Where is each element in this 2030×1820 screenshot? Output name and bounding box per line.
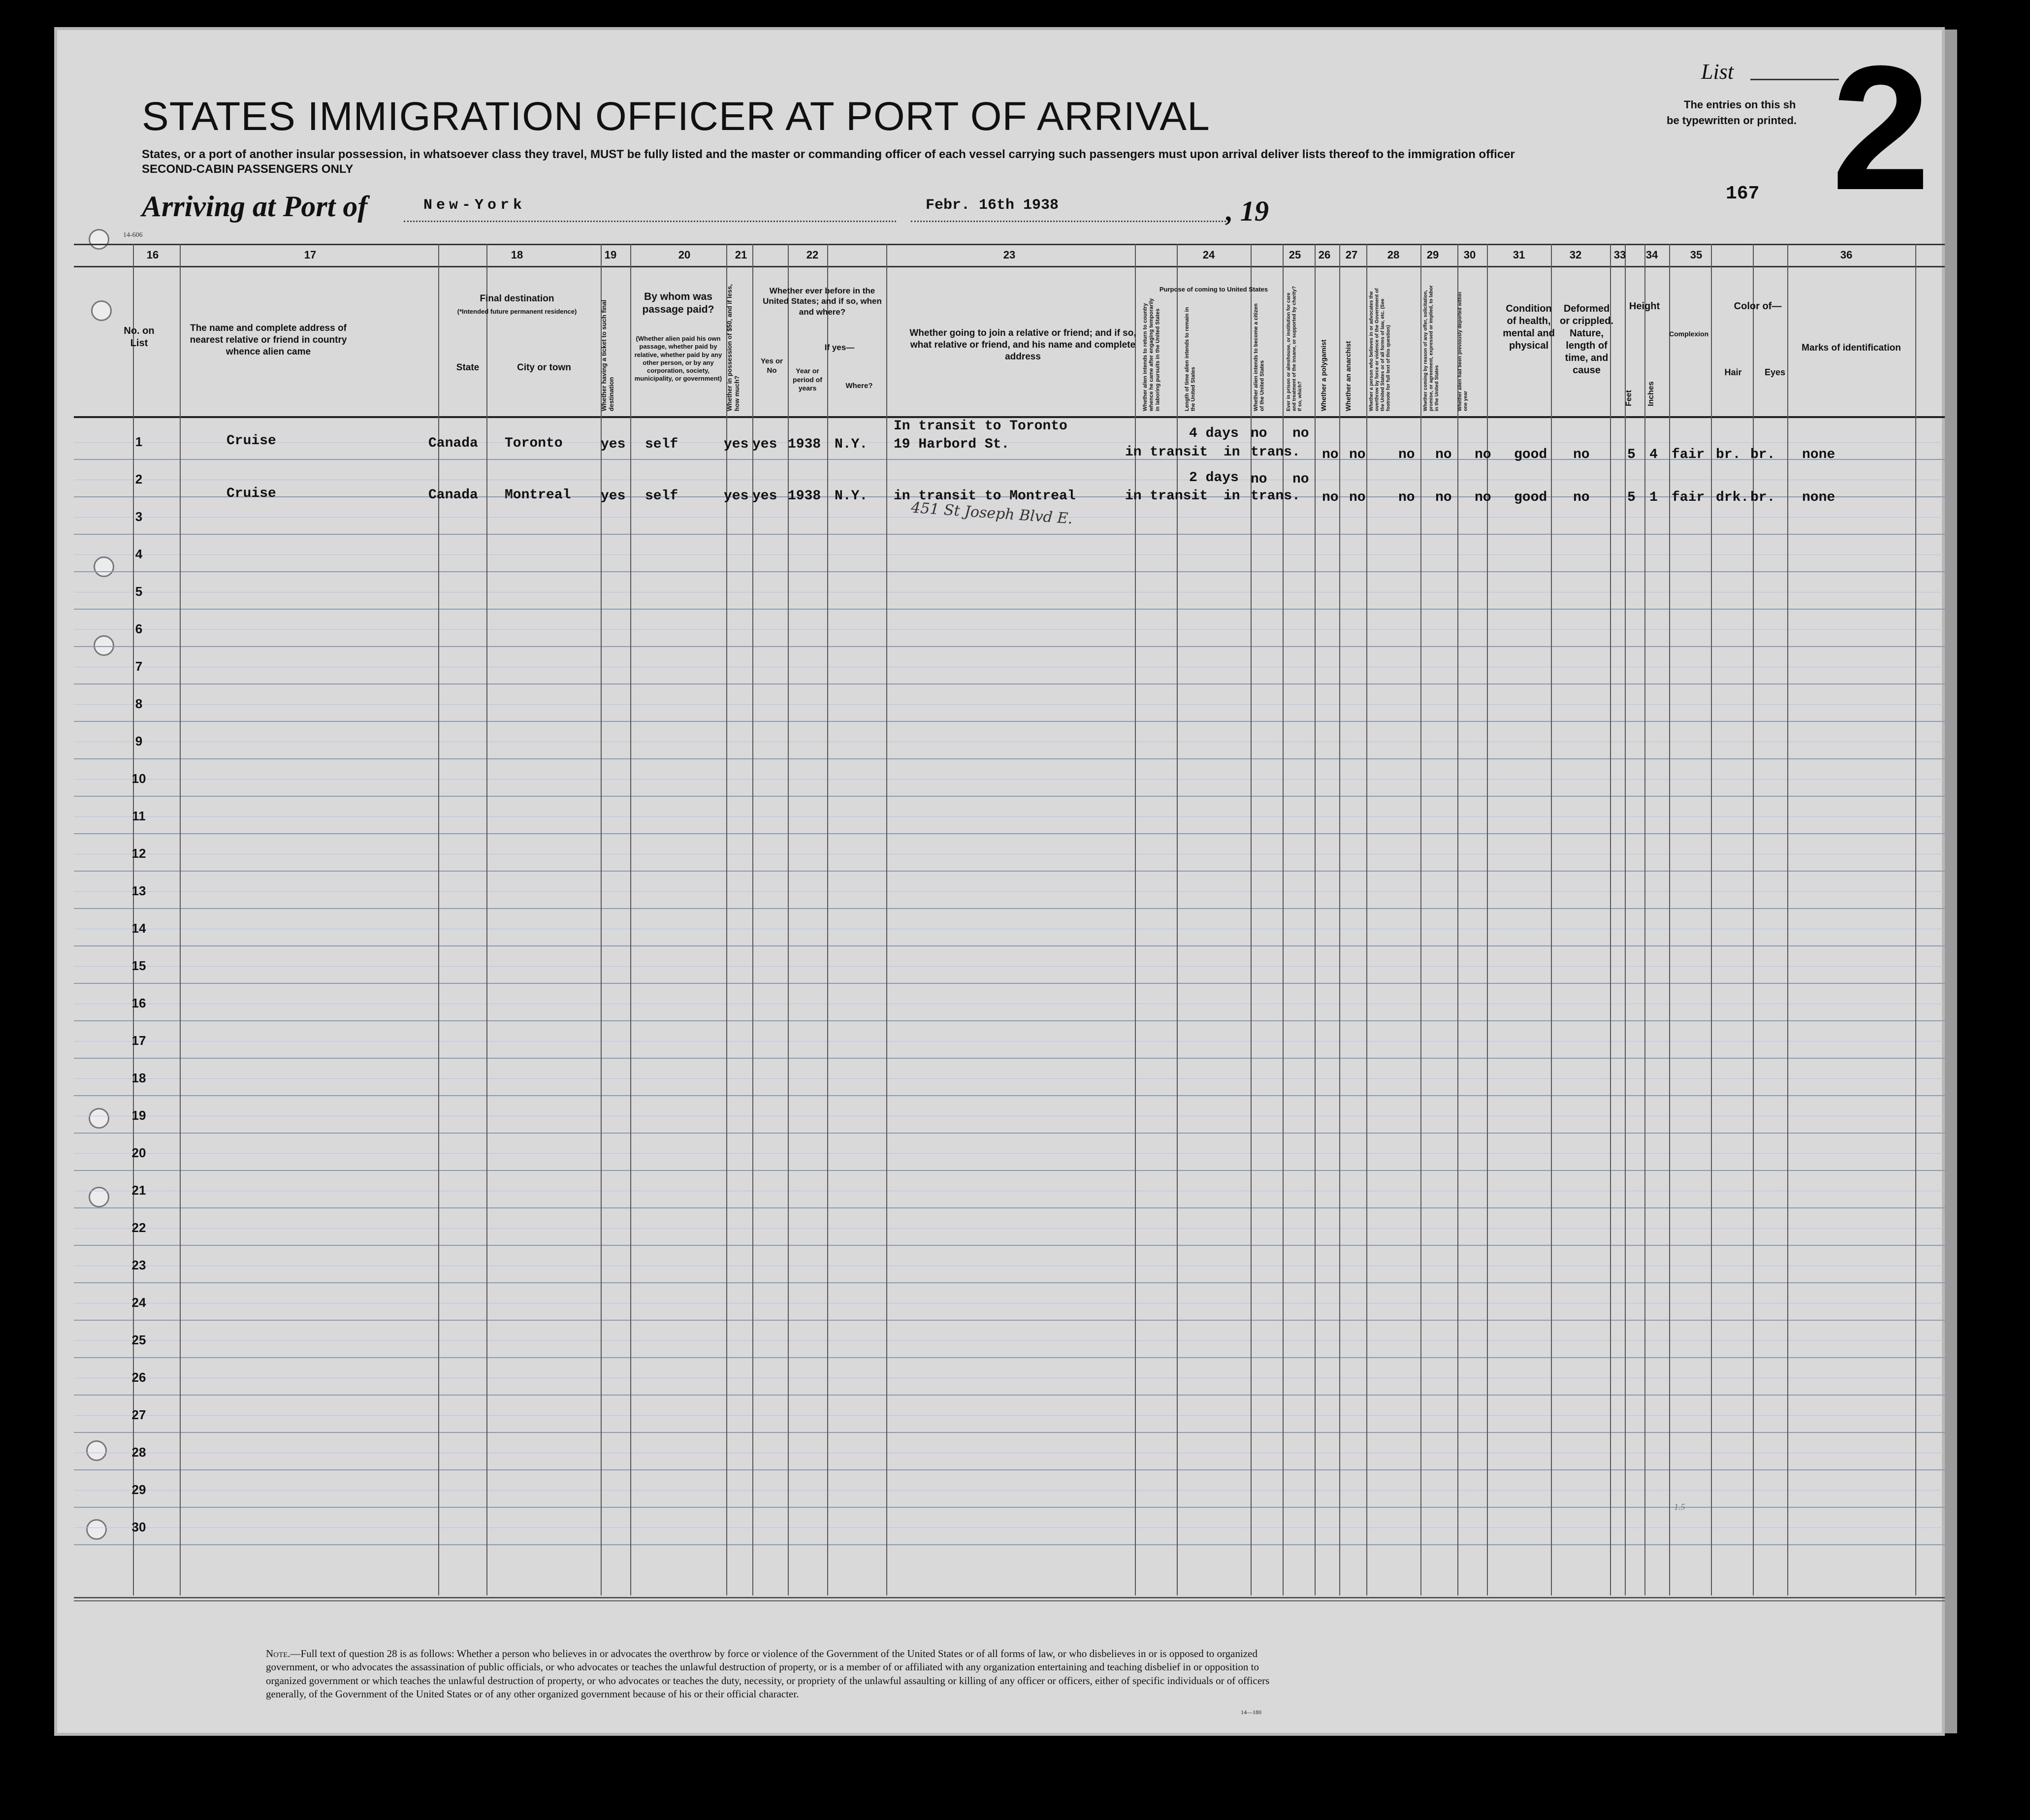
row1-polygamist: no: [1322, 447, 1339, 462]
header-feet: Feet: [1625, 390, 1633, 406]
row-number: 29: [131, 1482, 146, 1497]
header-no-on-list: No. on List: [124, 325, 155, 349]
row-rule: [74, 459, 1945, 460]
row-number: 28: [131, 1445, 146, 1460]
row-rule: [74, 1058, 1945, 1059]
row2-state: Canada: [428, 488, 478, 503]
row2-eyes: br.: [1750, 490, 1775, 505]
header-height: Height: [1629, 301, 1660, 312]
row1-deformed: no: [1573, 447, 1590, 462]
row1-purpose: in transit: [1125, 445, 1208, 460]
row2-before: yes: [752, 488, 777, 504]
row-number: 7: [135, 659, 143, 674]
colnum-18: 18: [511, 249, 523, 261]
column-rule: [1610, 244, 1611, 1595]
footnote-code: 14—180: [1241, 1709, 1261, 1716]
row-rule: [74, 945, 1945, 946]
header-paid-by: By whom was passage paid?: [642, 291, 714, 316]
row1-complexion: fair: [1672, 447, 1705, 462]
column-rule: [1669, 244, 1670, 1595]
row-rule: [74, 1395, 1945, 1396]
header-ticket: Whether having a ticket to such final destination: [600, 299, 615, 411]
colnum-34: 34: [1645, 249, 1658, 261]
row2-length-2: in: [1224, 488, 1240, 504]
column-rule: [1753, 244, 1754, 1595]
row1-overthrow: no: [1398, 447, 1415, 462]
colnum-25: 25: [1289, 249, 1301, 261]
header-destination: Final destination: [480, 293, 554, 304]
row1-ticket: yes: [601, 437, 626, 452]
column-rule: [486, 244, 487, 1595]
row2-health: good: [1514, 490, 1547, 505]
header-hair: Hair: [1724, 367, 1742, 377]
row-rule: [74, 983, 1945, 984]
row2-deformed: no: [1573, 490, 1590, 505]
row-number: 11: [132, 809, 146, 823]
header-if-yes: If yes—: [824, 343, 855, 352]
row-number: 15: [131, 958, 146, 973]
row-sub-rule: [74, 1228, 1945, 1229]
page-edge: [1945, 30, 1957, 1733]
colnum-23: 23: [1003, 249, 1016, 261]
row-sub-rule: [74, 1153, 1945, 1154]
row-sub-rule: [74, 779, 1945, 780]
header-polygamist: Whether a polygamist: [1320, 339, 1327, 411]
row1-year: 1938: [788, 437, 821, 452]
row2-deported: no: [1475, 490, 1491, 505]
footer-rule-2: [74, 1600, 1945, 1601]
row-rule: [74, 833, 1945, 834]
row2-prison: no: [1292, 472, 1309, 487]
colnum-35: 35: [1690, 249, 1703, 261]
row-sub-rule: [74, 816, 1945, 817]
column-rule: [1644, 244, 1645, 1595]
row1-prison: no: [1292, 426, 1309, 441]
row1-where: N.Y.: [835, 437, 868, 452]
header-where: Where?: [845, 382, 873, 390]
column-rule: [180, 244, 181, 1595]
row2-labor: no: [1435, 490, 1452, 505]
row-rule: [74, 721, 1945, 722]
row1-citizen-2: trans.: [1251, 445, 1300, 460]
row-number: 12: [131, 846, 146, 861]
colnum-31: 31: [1513, 249, 1525, 261]
header-overthrow: Whether a person who believes in or advocates the overthrow by force or violence of the Government of the United States or of all forms of law, etc. (See footnote for full text of this question): [1369, 288, 1391, 411]
entries-note-2: be typewritten or printed.: [1667, 114, 1797, 127]
list-underline: [1750, 79, 1839, 80]
row-number: 18: [131, 1071, 146, 1085]
row1-joining-1: In transit to Toronto: [894, 419, 1067, 434]
colnum-29: 29: [1426, 249, 1439, 261]
header-marks: Marks of identification: [1802, 343, 1901, 353]
row2-ticket: yes: [601, 488, 626, 504]
row2-marks: none: [1802, 490, 1836, 505]
row-rule: [74, 571, 1945, 572]
header-year: Year or period of years: [793, 367, 822, 392]
row-rule: [74, 758, 1945, 759]
colnum-32: 32: [1569, 249, 1582, 261]
row2-paid-by: self: [645, 488, 678, 504]
header-city: City or town: [517, 362, 571, 373]
subtitle-line1: States, or a port of another insular possession, in whatsoever class they travel, MUST be fully listed and the master or commanding officer of each vessel carrying such passengers must upon arrival deliver lists thereof to the immigration officer: [142, 148, 1515, 161]
row2-fifty: yes: [724, 488, 749, 504]
list-label: List: [1701, 60, 1734, 84]
sheet-number: 167: [1726, 183, 1760, 204]
row2-citizen: no: [1251, 472, 1267, 487]
row1-marks: none: [1802, 447, 1836, 462]
column-rule: [1339, 244, 1340, 1595]
colnum-20: 20: [678, 249, 691, 261]
colnum-24: 24: [1202, 249, 1215, 261]
header-anarchist: Whether an anarchist: [1344, 341, 1352, 411]
row-number: 6: [135, 621, 143, 636]
row-number: 22: [131, 1220, 146, 1235]
row-sub-rule: [74, 554, 1945, 555]
row2-year: 1938: [788, 488, 821, 504]
row1-health: good: [1514, 447, 1547, 462]
column-rule: [1625, 244, 1626, 1595]
row2-feet: 5: [1627, 490, 1636, 505]
header-health: Condition of health, mental and physical: [1503, 303, 1555, 351]
manifest-grid: [74, 244, 1945, 1595]
column-rule: [827, 244, 828, 1595]
row1-fifty: yes: [724, 437, 749, 452]
row-number: 19: [131, 1108, 146, 1123]
row-rule: [74, 908, 1945, 909]
footnote-label: Note.: [266, 1648, 290, 1659]
row2-handwritten-address: 451 St Joseph Blvd E.: [910, 499, 1073, 528]
row-rule: [74, 534, 1945, 535]
header-purpose-return: Whether alien intends to return to country whence he came after engaging temporarily in laboring pursuits in the United States: [1142, 298, 1161, 411]
header-deported: Whether alien had been previously deported within one year: [1457, 292, 1469, 411]
header-purpose-length: Length of time alien intends to remain in the United States: [1184, 307, 1196, 411]
column-rule: [1551, 244, 1552, 1595]
row-rule: [74, 1170, 1945, 1171]
row2-complexion: fair: [1672, 490, 1705, 505]
entries-note-1: The entries on this sh: [1684, 98, 1796, 111]
header-purpose-citizen: Whether alien intends to become a citizen of the United States: [1253, 303, 1265, 411]
row-rule: [74, 1469, 1945, 1470]
row-number: 13: [131, 883, 146, 898]
header-eyes: Eyes: [1764, 367, 1786, 377]
pencil-mark: 1.5: [1674, 1502, 1685, 1512]
row-number: 9: [135, 734, 143, 748]
header-labor: Whether coming by reason of any offer, solicitation, promise, or agreement, expressed or implied, to labor in the United States: [1423, 285, 1440, 411]
colnum-26: 26: [1318, 249, 1331, 261]
subtitle-line2: SECOND-CABIN PASSENGERS ONLY: [142, 162, 354, 176]
header-destination-note: (*Intended future permanent residence): [457, 308, 577, 315]
footer-rule: [74, 1597, 1945, 1598]
header-purpose: Purpose of coming to United States: [1159, 286, 1268, 293]
row-sub-rule: [74, 1078, 1945, 1079]
colnum-16: 16: [146, 249, 159, 261]
row2-polygamist: no: [1322, 490, 1339, 505]
column-rule: [886, 244, 887, 1595]
header-color: Color of—: [1734, 301, 1782, 312]
colnum-36: 36: [1840, 249, 1853, 261]
colnum-19: 19: [604, 249, 617, 261]
row-rule: [74, 646, 1945, 647]
row-sub-rule: [74, 1340, 1945, 1341]
row-sub-rule: [74, 629, 1945, 630]
row-number: 3: [135, 509, 143, 524]
row-number: 4: [135, 547, 143, 561]
column-rule: [1915, 244, 1916, 1595]
row-rule: [74, 1020, 1945, 1021]
row-number: 27: [131, 1407, 146, 1422]
year-prefix: , 19: [1226, 195, 1269, 227]
row-rule: [74, 609, 1945, 610]
row2-city: Montreal: [505, 488, 571, 503]
row-sub-rule: [74, 966, 1945, 967]
port-line: [404, 221, 896, 222]
row-sub-rule: [74, 1415, 1945, 1416]
row1-relative: Cruise: [226, 433, 276, 449]
header-joining: Whether going to join a relative or friend; and if so, what relative or friend, and his name and complete address: [909, 328, 1136, 362]
row-sub-rule: [74, 1490, 1945, 1491]
list-number: 2: [1832, 29, 1931, 227]
header-relative: The name and complete address of nearest relative or friend in country whence alien came: [190, 323, 347, 357]
footnote-text: —Full text of question 28 is as follows: Whether a person who believes in or advocates the overthrow by force or violence of the Government of the United States or of all forms of law, or who disbelieves in or is opposed to organized government, or who advocates the assassination of public officials, or who advocates or teaches the unlawful destruction of property, or is a member of or affiliated with any organization entertaining and teaching disbelief in or opposition to organized government or which teaches the unlawful destruction of property, or who advocates or teaches the duty, necessity, or propriety of the unlawful assaulting or killing of any officer or officers, either of specific individuals or of officers generally, of the Government of the United States or of any other organized government because of his or their official character.: [266, 1648, 1270, 1700]
row2-purpose: in transit: [1125, 488, 1208, 504]
row-number: 30: [131, 1520, 146, 1534]
row1-feet: 5: [1627, 447, 1636, 462]
row-number: 5: [135, 584, 143, 599]
column-rule: [1457, 244, 1458, 1595]
row1-paid-by: self: [645, 437, 678, 452]
column-rule: [1487, 244, 1488, 1595]
header-complexion: Complexion: [1669, 330, 1709, 338]
row-number: 2: [135, 472, 143, 487]
column-rule: [630, 244, 631, 1595]
row2-hair: drk.: [1716, 490, 1749, 505]
row-number: 1: [135, 434, 143, 449]
row2-joining-1: in transit to Montreal: [894, 488, 1076, 504]
row-number: 25: [131, 1332, 146, 1347]
row-sub-rule: [74, 891, 1945, 892]
row2-citizen-2: trans.: [1251, 488, 1300, 504]
row2-where: N.Y.: [835, 488, 868, 504]
row-rule: [74, 796, 1945, 797]
row-rule: [74, 1133, 1945, 1134]
row-rule: [74, 871, 1945, 872]
row1-deported: no: [1475, 447, 1491, 462]
header-inches: Inches: [1647, 381, 1655, 406]
header-paid-by-note: (Whether alien paid his own passage, whether paid by relative, whether paid by any other person, or by any corporation, society, municipality, or government): [634, 335, 722, 383]
row1-anarchist: no: [1349, 447, 1366, 462]
column-rule: [1420, 244, 1421, 1595]
row1-length-2: in: [1224, 445, 1240, 460]
row-sub-rule: [74, 704, 1945, 705]
row1-labor: no: [1435, 447, 1452, 462]
row-rule: [74, 683, 1945, 684]
row-rule: [74, 1544, 1945, 1545]
row-number: 23: [131, 1258, 146, 1272]
colnum-27: 27: [1345, 249, 1358, 261]
row-number: 17: [131, 1033, 146, 1048]
row-rule: [74, 1245, 1945, 1246]
row-number: 14: [131, 921, 146, 936]
column-rule: [1315, 244, 1316, 1595]
row-rule: [74, 1320, 1945, 1321]
row-rule: [74, 1207, 1945, 1208]
colnum-33: 33: [1613, 249, 1626, 261]
footnote: [266, 1647, 1300, 1701]
row2-length: 2 days: [1189, 470, 1239, 486]
row-rule: [74, 1095, 1945, 1096]
row-number: 10: [131, 771, 146, 786]
port-value: New-York: [423, 197, 526, 214]
date-line: [911, 221, 1226, 222]
row1-eyes: br.: [1750, 447, 1775, 462]
row-rule: [74, 1357, 1945, 1358]
column-rule: [1787, 244, 1788, 1595]
colnum-22: 22: [806, 249, 819, 261]
row-number: 24: [131, 1295, 146, 1310]
row1-length: 4 days: [1189, 426, 1239, 441]
row-rule: [74, 1507, 1945, 1508]
row1-state: Canada: [428, 436, 478, 451]
row-number: 8: [135, 696, 143, 711]
page-title: STATES IMMIGRATION OFFICER AT PORT OF ARRIVAL: [142, 94, 1210, 139]
row1-before: yes: [752, 437, 777, 452]
row1-hair: br.: [1716, 447, 1741, 462]
header-before: Whether ever before in the United States; and if so, when and where?: [763, 286, 882, 317]
header-prison: Ever in prison or almshouse, or institution for care and treatment of the insane, or supported by charity? If so, which?: [1286, 286, 1303, 411]
row2-inches: 1: [1649, 490, 1658, 505]
row1-citizen: no: [1251, 426, 1267, 441]
colnum-30: 30: [1463, 249, 1476, 261]
arriving-label: Arriving at Port of: [142, 190, 368, 223]
column-rule: [1711, 244, 1712, 1595]
row-number: 16: [131, 996, 146, 1010]
row1-city: Toronto: [505, 436, 563, 451]
colnum-21: 21: [735, 249, 747, 261]
row-number: 20: [131, 1145, 146, 1160]
colnum-17: 17: [304, 249, 317, 261]
colnum-28: 28: [1387, 249, 1400, 261]
row-rule: [74, 1282, 1945, 1283]
column-rule: [1366, 244, 1367, 1595]
row-rule: [74, 1432, 1945, 1433]
row1-joining-2: 19 Harbord St.: [894, 437, 1010, 452]
row-number: 26: [131, 1370, 146, 1385]
row-number: 21: [131, 1183, 146, 1198]
date-value: Febr. 16th 1938: [926, 197, 1059, 214]
header-yes-no: Yes or No: [760, 357, 783, 375]
row2-anarchist: no: [1349, 490, 1366, 505]
row1-inches: 4: [1649, 447, 1658, 462]
header-fifty: Whether in possession of $50, and if less, how much?: [726, 284, 741, 411]
form-code: 14-606: [123, 231, 143, 239]
header-state: State: [456, 362, 480, 373]
row2-overthrow: no: [1398, 490, 1415, 505]
header-deformed: Deformed or crippled. Nature, length of time, and cause: [1560, 303, 1613, 376]
row2-relative: Cruise: [226, 486, 276, 501]
